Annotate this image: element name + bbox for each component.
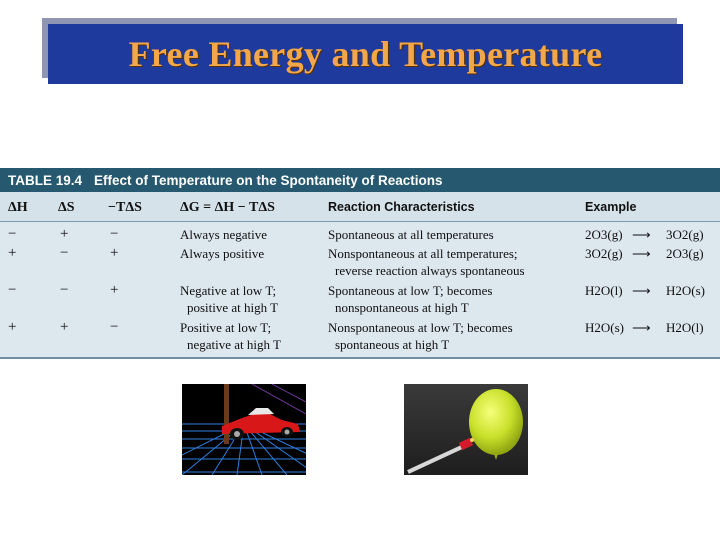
slide-title: Free Energy and Temperature	[128, 34, 603, 74]
col-header-dG: ΔG = ΔH − TΔS	[180, 200, 275, 215]
cell-dS: −	[60, 245, 69, 261]
title-banner	[48, 24, 683, 84]
cell-mTdS: +	[110, 245, 119, 261]
cell-dH: −	[8, 282, 17, 298]
cell-characteristics: Spontaneous at low T; becomes	[328, 283, 493, 298]
cell-example-product: H2O(s)	[666, 283, 705, 298]
cell-example-reactant: H2O(l)	[585, 283, 623, 298]
cell-characteristics: Nonspontaneous at all temperatures;	[328, 246, 518, 261]
reaction-arrow-icon: ⟶	[632, 283, 651, 298]
cell-dH: +	[8, 319, 17, 335]
col-header-dH: ΔH	[8, 200, 28, 215]
reaction-arrow-icon: ⟶	[632, 246, 651, 261]
col-header-mTdS: −TΔS	[108, 200, 142, 215]
reaction-arrow-icon: ⟶	[632, 320, 651, 335]
cell-example-reactant: H2O(s)	[585, 320, 624, 335]
cell-characteristics: Spontaneous at all temperatures	[328, 227, 494, 242]
cell-dH: +	[8, 245, 17, 261]
cell-example-product: H2O(l)	[666, 320, 704, 335]
cell-dG: Positive at low T;	[180, 320, 272, 335]
cell-dG: Negative at low T;	[180, 283, 277, 298]
balloon-photo	[404, 384, 528, 475]
cell-dG: Always negative	[180, 227, 268, 242]
cell-mTdS: +	[110, 282, 119, 298]
cell-characteristics-line2: nonspontaneous at high T	[335, 300, 469, 315]
cell-mTdS: −	[110, 226, 119, 242]
cell-example-product: 2O3(g)	[666, 246, 704, 261]
cell-example-reactant: 2O3(g)	[585, 227, 623, 242]
col-header-dS: ΔS	[58, 200, 75, 215]
cell-dG: Always positive	[180, 246, 265, 261]
car-illustration	[182, 384, 306, 475]
table-number: TABLE 19.4	[8, 172, 83, 188]
table-caption-bar	[0, 168, 720, 192]
table-column-headers	[0, 192, 720, 222]
table-caption: Effect of Temperature on the Spontaneity of Reactions	[94, 172, 443, 188]
car-photo	[182, 384, 306, 475]
cell-characteristics-line2: reverse reaction always spontaneous	[335, 263, 525, 278]
cell-dG-line2: negative at high T	[187, 337, 281, 352]
table-body	[0, 222, 720, 359]
cell-dS: +	[60, 226, 69, 242]
cell-characteristics: Nonspontaneous at low T; becomes	[328, 320, 513, 335]
reaction-arrow-icon: ⟶	[632, 227, 651, 242]
cell-characteristics-line2: spontaneous at high T	[335, 337, 450, 352]
cell-dS: +	[60, 319, 69, 335]
col-header-characteristics: Reaction Characteristics	[328, 200, 475, 214]
cell-example-reactant: 3O2(g)	[585, 246, 623, 261]
cell-dS: −	[60, 282, 69, 298]
cell-mTdS: −	[110, 319, 119, 335]
cell-dH: −	[8, 226, 17, 242]
cell-dG-line2: positive at high T	[187, 300, 279, 315]
cell-example-product: 3O2(g)	[666, 227, 704, 242]
balloon-illustration	[404, 384, 528, 475]
col-header-example: Example	[585, 200, 637, 214]
